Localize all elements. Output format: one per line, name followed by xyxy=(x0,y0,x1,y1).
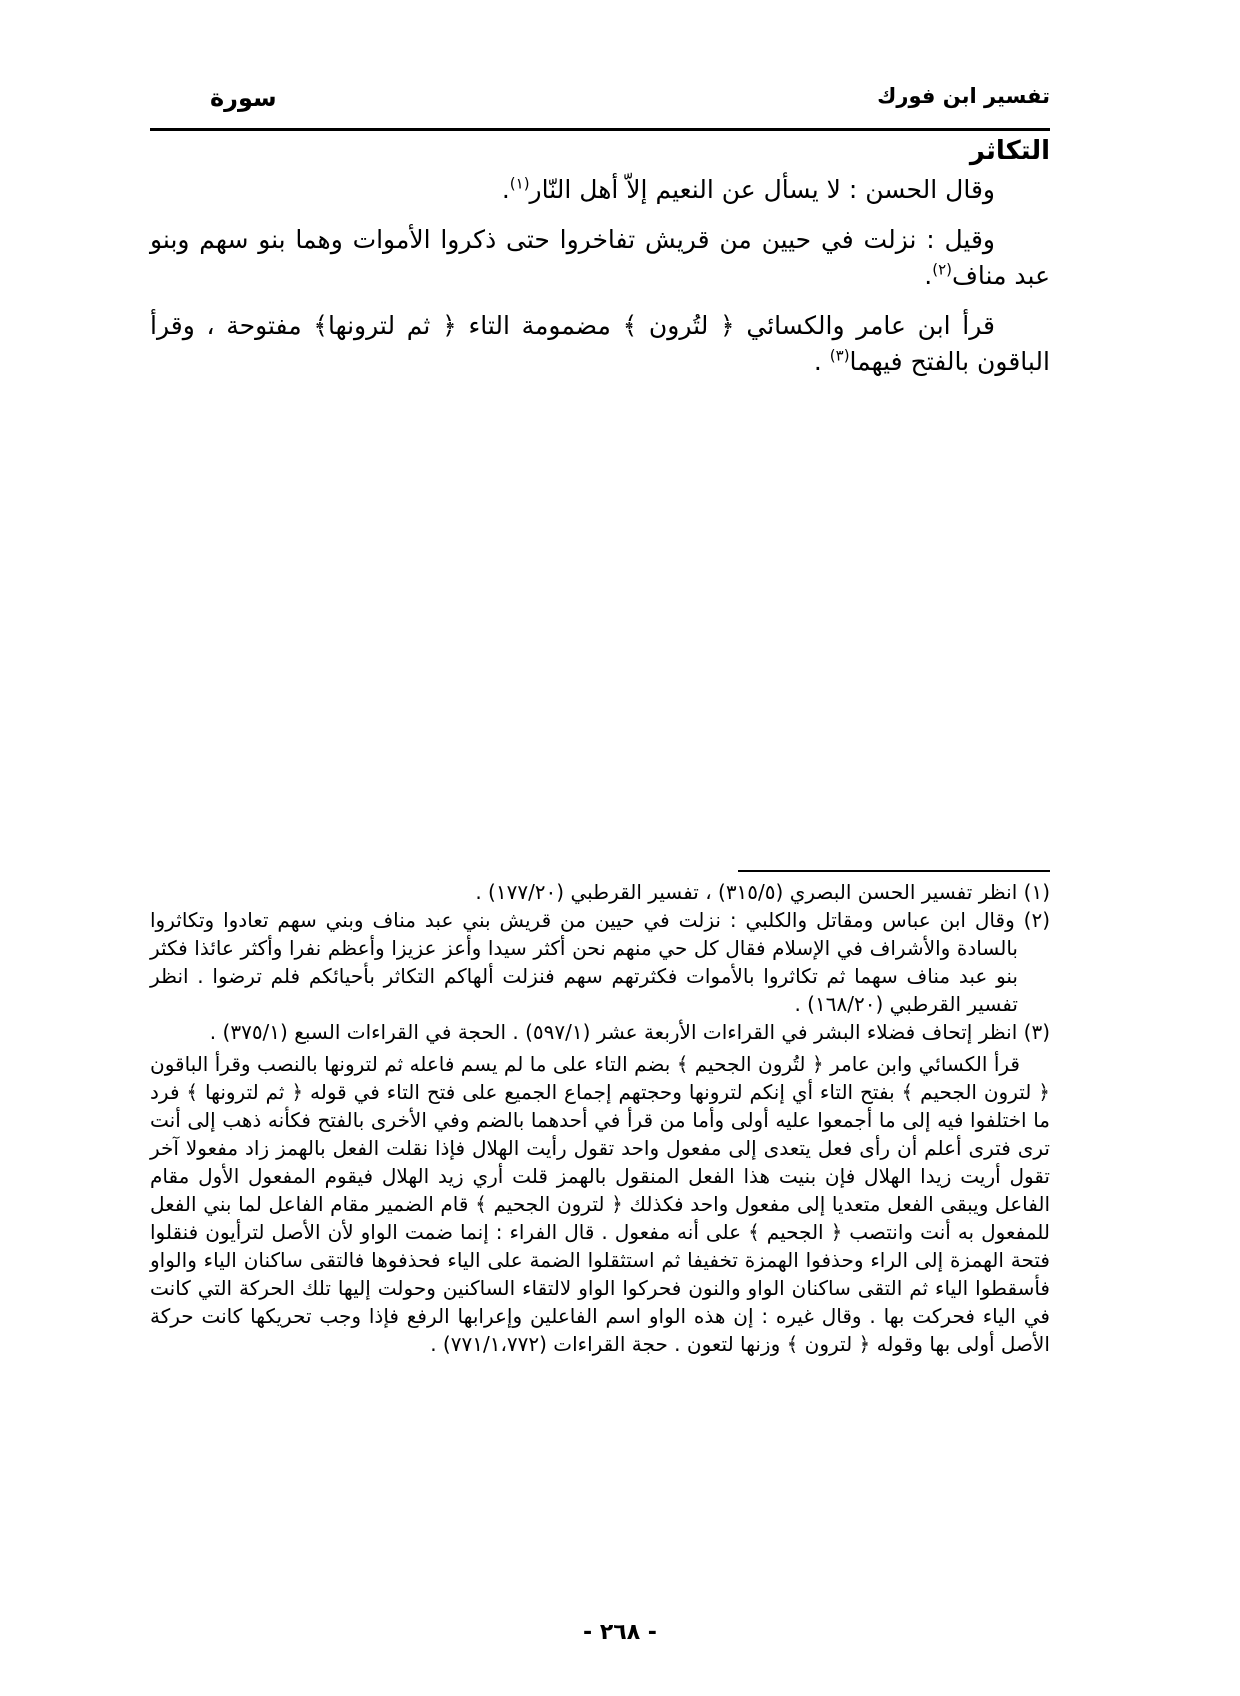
footnote-ref[interactable]: (٢) xyxy=(932,260,952,279)
paragraph: قرأ ابن عامر والكسائي ﴿ لتُرون ﴾ مضمومة التاء ﴿ ثم لترونها﴾ مفتوحة ، وقرأ الباقون بالفتح فيهما$^{(٣)}$ . xyxy=(150,311,1050,376)
paragraph: وقيل : نزلت في حيين من قريش تفاخروا حتى ذكروا الأموات وهما بنو سهم وبنو عبد مناف$^{(٢)}$. xyxy=(150,225,1050,290)
footnote-continuation: قرأ الكسائي وابن عامر ﴿ لتُرون الجحيم ﴾ بضم التاء على ما لم يسم فاعله ثم لترونها بالنصب وقرأ الباقون ﴿ لترون الجحيم ﴾ بفتح التاء أي إنكم لترونها وحجتهم إجماع الجميع على فتح التاء في قوله ﴿ ثم لترونها ﴾ فرد ما اختلفوا فيه إلى ما أجمعوا عليه أولى وأما من قرأ في أحدهما بالضم وفي الأخرى بالفتح فكأنه ذهب إلى أنت ترى فترى أعلم أن رأى فعل يتعدى إلى مفعول واحد تقول رأيت الهلال فإذا نقلت الفعل بالهمز زاد مفعولا آخر تقول أريت زيدا الهلال فإن بنيت هذا الفعل المنقول بالهمز قلت أري زيد الهلال فيقوم المفعول الأول مقام الفاعل ويبقى الفعل متعديا إلى مفعول واحد فكذلك ﴿ لترون الجحيم ﴾ قام الضمير مقام الفاعل لما بني الفعل للمفعول به أنت وانتصب ﴿ الجحيم ﴾ على أنه مفعول . قال الفراء : إنما ضمت الواو لأن الأصل لترأيون فنقلوا فتحة الهمزة إلى الراء وحذفوا الهمزة تخفيفا ثم استثقلوا الضمة على الياء فحذفوها فالتقى ساكنان الياء والواو فأسقطوا الياء ثم التقى ساكنان الواو والنون فحركوا الواو لالتقاء الساكنين وحولت إليها تلك الحركة التي كانت في الياء فحركت بها . وقال غيره : إن هذه الواو اسم الفاعلين وإعرابها الرفع فإذا وجب تحريكها كانت حركة الأصل أولى بها وقوله ﴿ لترون ﴾ وزنها لتعون . حجة القراءات (٧٧١/١،٧٧٢) . xyxy=(150,1052,1050,1356)
footnote-2: (٢) وقال ابن عباس ومقاتل والكلبي : نزلت في حيين من قريش بني عبد مناف وبني سهم تعادوا وتكاثروا بالسادة والأشراف في الإسلام فقال كل حي منهم نحن أكثر سيدا وأعز عزيزا وأعظم نفرا وأكثر عائذا فكثر بنو عبد مناف سهما ثم تكاثروا بالأموات فكثرتهم سهم فنزلت ألهاكم التكاثر بأحيائكم فلم ترضوا . انظر تفسير القرطبي (١٦٨/٢٠) . xyxy=(150,908,1050,1016)
book-title: تفسير ابن فورك xyxy=(877,84,1050,108)
paragraph: وقال الحسن : لا يسأل عن النعيم إلاّ أهل النّار$^{(١)}$. xyxy=(501,174,995,204)
page-number: - ٢٦٨ - xyxy=(583,1620,657,1645)
running-header xyxy=(150,84,1050,124)
main-text xyxy=(150,172,1050,394)
surah-label: سورة xyxy=(210,84,277,112)
footnote-ref[interactable]: (١) xyxy=(509,174,530,193)
footnotes xyxy=(150,878,1050,1358)
footnote-ref[interactable]: (٣) xyxy=(829,346,850,365)
footnote-1: (١) انظر تفسير الحسن البصري (٣١٥/٥) ، تفسير القرطبي (١٧٧/٢٠) . xyxy=(475,880,1050,904)
surah-name: التكاثر xyxy=(969,136,1050,166)
footnote-3: (٣) انظر إتحاف فضلاء البشر في القراءات الأربعة عشر (٥٩٧/١) . الحجة في القراءات السبع (٣٧٥/١) . xyxy=(209,1020,1050,1044)
footnote-separator xyxy=(738,870,1050,872)
header-rule xyxy=(150,128,1050,131)
